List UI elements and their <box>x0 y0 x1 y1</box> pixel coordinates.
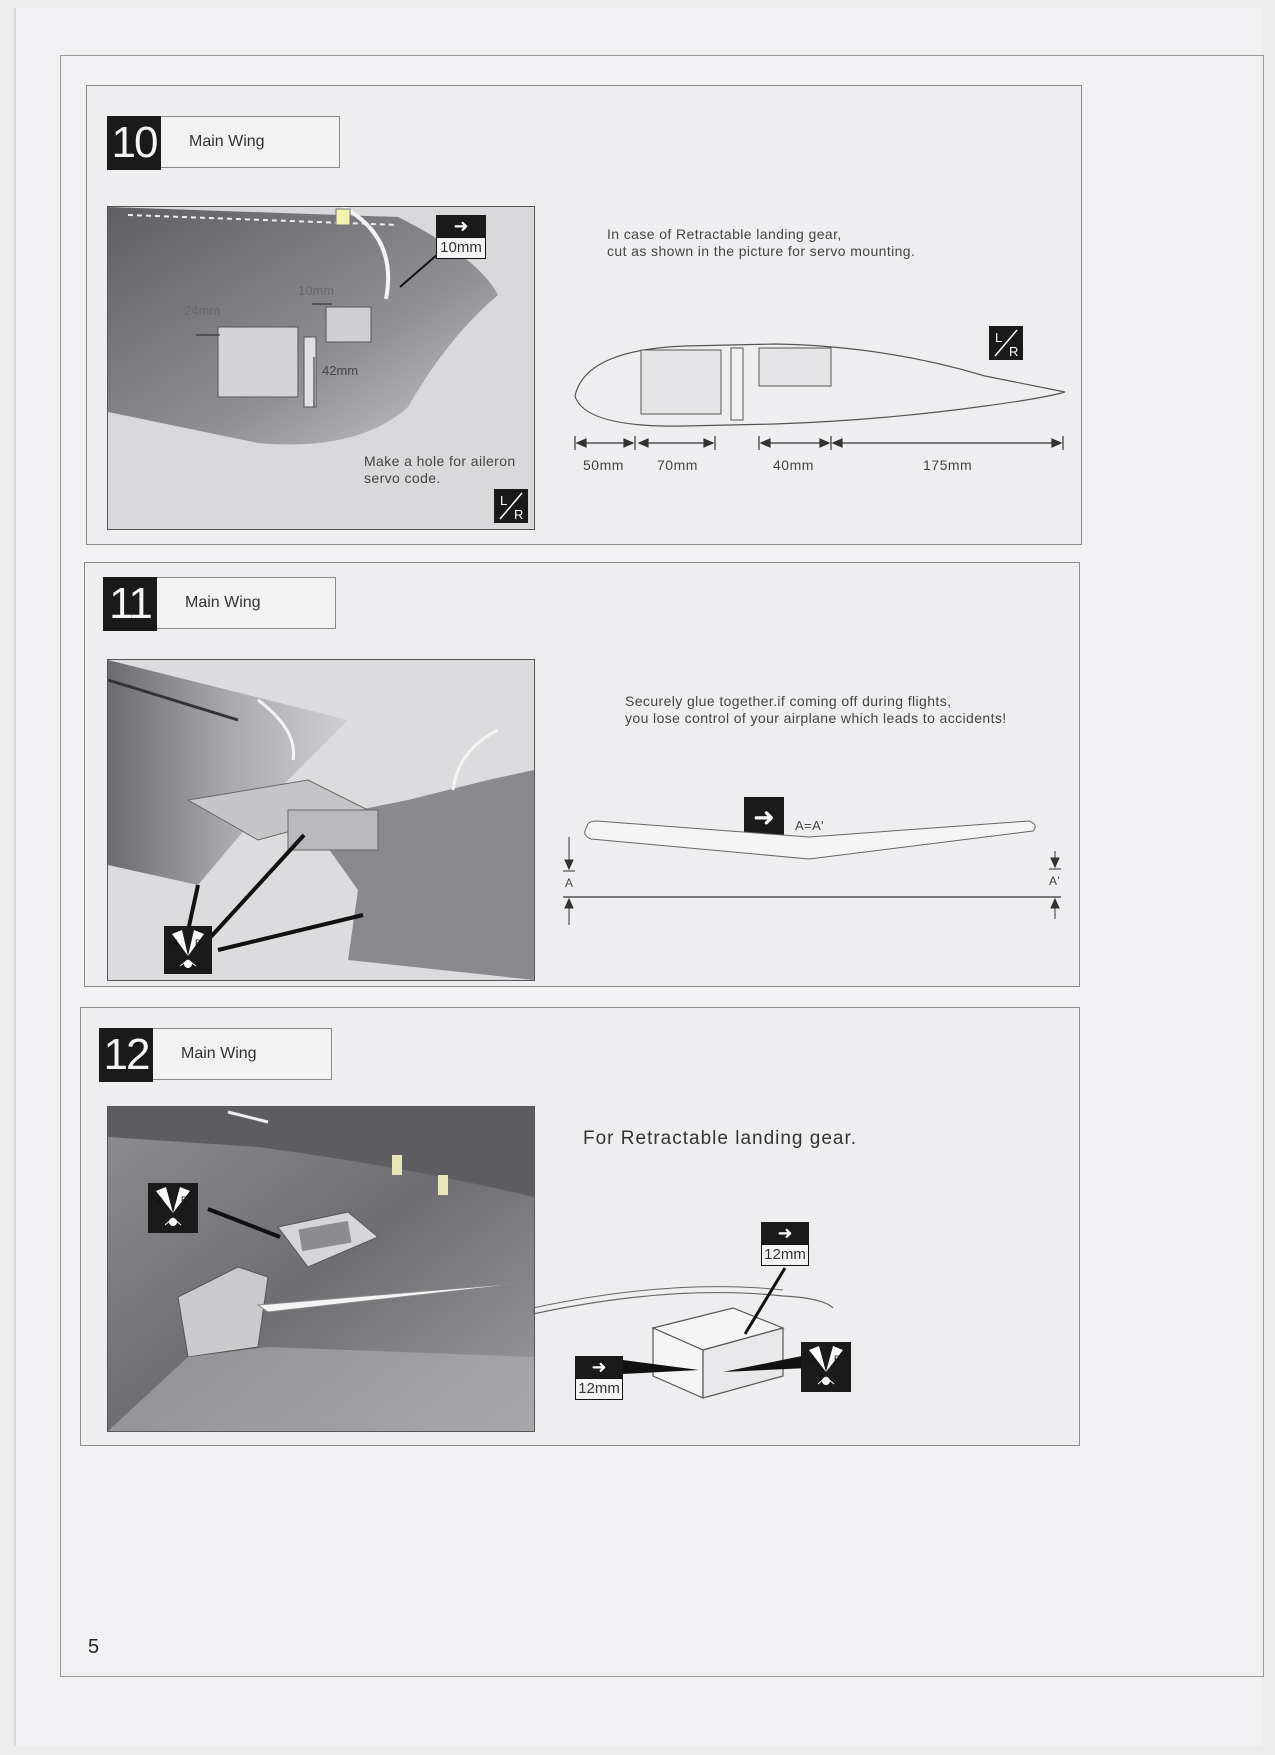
dihedral-equation: A=A' <box>795 818 825 833</box>
svg-text:B: B <box>834 1354 841 1364</box>
step-11-header <box>103 577 336 631</box>
cut-depth: 10mm <box>436 237 486 259</box>
svg-text:A: A <box>173 938 180 948</box>
svg-text:A: A <box>810 1354 817 1364</box>
step-12-header <box>99 1028 332 1082</box>
dim-40mm: 40mm <box>773 457 814 473</box>
cut-12mm-badge-left <box>575 1356 623 1400</box>
svg-text:R: R <box>514 507 524 522</box>
svg-text:B: B <box>195 938 202 948</box>
cut-10mm-badge <box>436 215 486 259</box>
svg-text:L: L <box>995 330 1003 345</box>
glue-ab-badge <box>164 926 212 974</box>
step-10-header <box>107 116 340 170</box>
arrow-right-icon: ➜ <box>575 1356 623 1378</box>
dimension-lines <box>575 436 1063 450</box>
gear-mount-illustration <box>108 1107 534 1431</box>
svg-text:B: B <box>181 1195 188 1205</box>
step-title: Main Wing <box>157 577 336 629</box>
arrow-right-icon: ➜ <box>753 802 775 832</box>
page-number: 5 <box>88 1636 100 1658</box>
step-title: Main Wing <box>161 116 340 168</box>
step-10-panel <box>86 85 1082 545</box>
dim-24mm: 24mm <box>184 303 221 318</box>
wing-rib-profile-diagram <box>565 336 1075 476</box>
dim-42mm: 42mm <box>322 363 359 378</box>
cut-12mm-badge-top <box>761 1222 809 1266</box>
dim-175mm: 175mm <box>923 457 973 473</box>
arrow-right-icon: ➜ <box>761 1222 809 1244</box>
retract-gear-heading: For Retractable landing gear. <box>583 1128 858 1149</box>
svg-text:A: A <box>157 1195 164 1205</box>
step-11-panel <box>84 562 1080 987</box>
arrow-right-icon: ➜ <box>436 215 486 237</box>
step-12-panel <box>80 1007 1080 1446</box>
gear-mount-photo <box>107 1106 535 1432</box>
cut-depth: 12mm <box>761 1244 809 1266</box>
dihedral-diagram <box>561 815 1071 931</box>
step-number: 11 <box>103 577 157 631</box>
step-number: 12 <box>99 1028 153 1082</box>
dim-50mm: 50mm <box>583 457 624 473</box>
dim-70mm: 70mm <box>657 457 698 473</box>
step-number: 10 <box>107 116 161 170</box>
wing-halves-photo <box>107 659 535 981</box>
dihedral-label-a: A <box>565 876 574 890</box>
dihedral-label-a-prime: A' <box>1049 874 1061 888</box>
retract-gear-note: In case of Retractable landing gear, cut as shown in the picture for servo mounting. <box>607 226 916 259</box>
glue-ab-badge-box <box>801 1342 851 1392</box>
glue-warning-note: Securely glue together.if coming off during flights, you lose control of your airplane which leads to accidents! <box>625 693 1007 726</box>
svg-text:R: R <box>1009 344 1019 359</box>
aileron-hole-note: Make a hole for aileron servo code. <box>364 453 516 486</box>
dim-10mm: 10mm <box>298 283 335 298</box>
glue-ab-icon <box>801 1342 851 1392</box>
cut-depth: 12mm <box>575 1378 623 1400</box>
glue-ab-icon <box>164 926 212 974</box>
left-right-icon <box>494 489 528 523</box>
svg-text:L: L <box>500 493 508 508</box>
left-right-badge <box>494 489 528 523</box>
aileron-servo-photo <box>107 206 535 530</box>
glue-ab-badge <box>148 1183 198 1233</box>
step-title: Main Wing <box>153 1028 332 1080</box>
glue-ab-icon <box>148 1183 198 1233</box>
